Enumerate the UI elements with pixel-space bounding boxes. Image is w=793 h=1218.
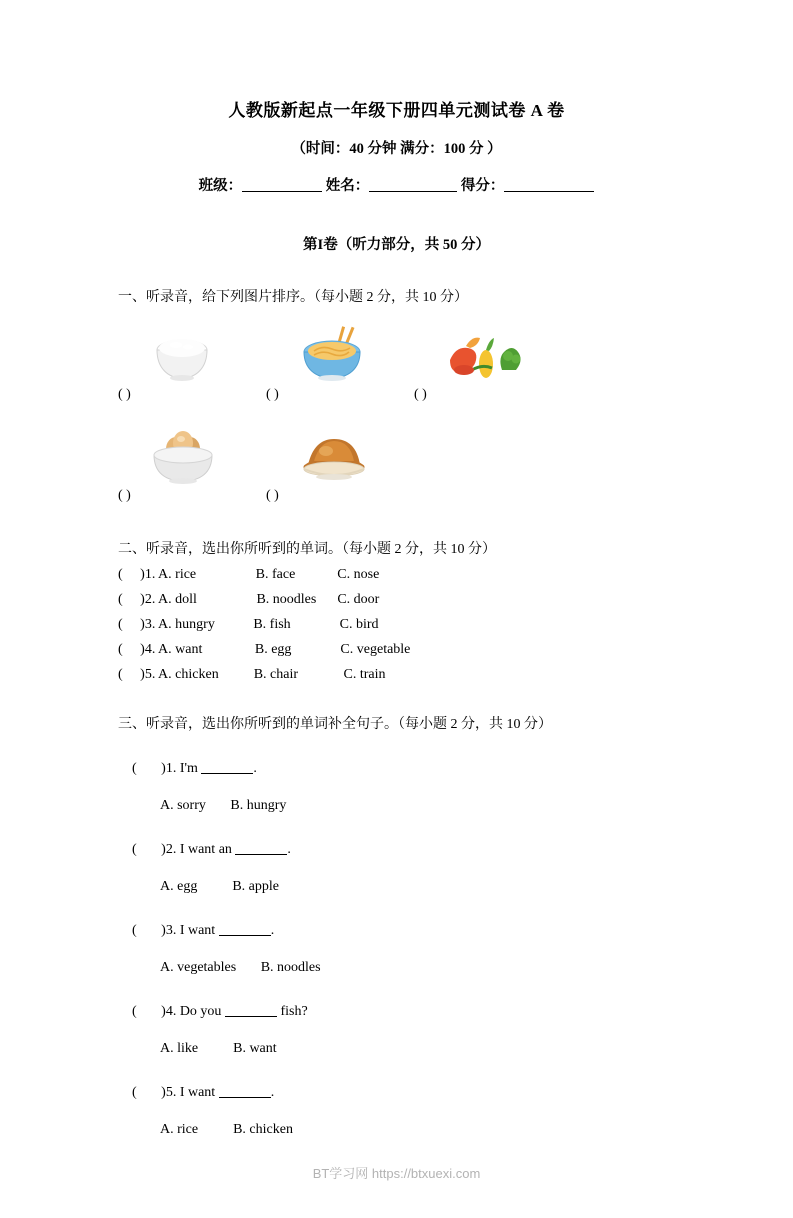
question-2-item[interactable]: ( )2. A. doll B. noodles C. door bbox=[118, 592, 380, 607]
student-info-line bbox=[0, 174, 793, 195]
question-3-stem-end: . bbox=[253, 761, 257, 776]
answer-cell[interactable] bbox=[118, 387, 266, 403]
answer-cell[interactable] bbox=[266, 387, 414, 403]
question-2-item[interactable]: ( )4. A. want B. egg C. vegetable bbox=[118, 642, 411, 657]
question-3-options[interactable]: A. sorry B. hungry bbox=[160, 798, 287, 813]
answer-bracket[interactable]: ( ) bbox=[118, 387, 131, 402]
question-3-options[interactable]: A. vegetables B. noodles bbox=[160, 960, 321, 975]
answer-bracket[interactable]: ( ) bbox=[266, 488, 279, 503]
question-1-heading: 一、听录音，给下列图片排序。（每小题 2 分，共 10 分） bbox=[118, 290, 468, 305]
answer-bracket[interactable]: ( ) bbox=[266, 387, 279, 402]
question-3-item[interactable] bbox=[0, 906, 793, 955]
noodles-bowl-icon bbox=[294, 324, 372, 384]
answer-bracket[interactable]: ( ) bbox=[414, 387, 427, 402]
class-label: 班级： bbox=[198, 178, 243, 194]
fill-blank[interactable] bbox=[219, 1084, 271, 1098]
score-blank bbox=[504, 177, 594, 192]
rice-bowl-icon bbox=[146, 328, 218, 384]
image-cell bbox=[118, 320, 266, 384]
class-blank bbox=[242, 177, 322, 192]
eggs-bowl-icon bbox=[146, 427, 220, 485]
fill-blank[interactable] bbox=[225, 1003, 277, 1017]
question-3-options[interactable]: A. like B. want bbox=[160, 1041, 277, 1056]
vegetables-icon bbox=[442, 330, 526, 384]
question-3-stem-end: . bbox=[270, 1085, 275, 1100]
question-3-stem: ( )5. I want bbox=[132, 1085, 219, 1100]
question-3-stem-end: . bbox=[270, 923, 275, 938]
answer-cell[interactable] bbox=[414, 387, 562, 403]
question-3-stem: ( )3. I want bbox=[132, 923, 219, 938]
question-3-stem: ( )1. I'm bbox=[132, 761, 202, 776]
question-2-item[interactable]: ( )3. A. hungry B. fish C. bird bbox=[118, 617, 379, 632]
question-3-stem-end: fish? bbox=[276, 1004, 308, 1019]
fill-blank[interactable] bbox=[219, 922, 271, 936]
section-header-listening: 第I卷（听力部分，共 50 分） bbox=[303, 237, 490, 253]
image-cell-empty bbox=[414, 421, 562, 485]
document-page bbox=[0, 96, 793, 1218]
fill-blank[interactable] bbox=[235, 841, 287, 855]
question-3-options[interactable]: A. egg B. apple bbox=[160, 879, 279, 894]
question-3-stem-end: . bbox=[287, 842, 291, 857]
question-2-heading: 二、听录音，选出你所听到的单词。（每小题 2 分，共 10 分） bbox=[118, 542, 496, 557]
image-cell bbox=[266, 421, 414, 485]
question-3-stem: ( )2. I want an bbox=[132, 842, 236, 857]
question-3-item[interactable] bbox=[0, 987, 793, 1036]
question-2-item[interactable]: ( )1. A. rice B. face C. nose bbox=[118, 567, 380, 582]
question-1-answers-row-1 bbox=[0, 387, 793, 403]
question-3-item[interactable] bbox=[0, 825, 793, 874]
question-3-options[interactable]: A. rice B. chicken bbox=[160, 1122, 293, 1137]
question-1-image-row-1 bbox=[0, 320, 793, 384]
answer-bracket[interactable]: ( ) bbox=[118, 488, 131, 503]
name-label: 姓名： bbox=[325, 178, 370, 194]
roast-chicken-icon bbox=[294, 427, 374, 485]
question-3-item[interactable] bbox=[0, 744, 793, 793]
name-blank bbox=[369, 177, 457, 192]
question-1-answers-row-2 bbox=[0, 488, 793, 504]
answer-cell-empty bbox=[414, 488, 562, 504]
image-cell bbox=[414, 320, 562, 384]
watermark-footer: BT学习网 https://btxuexi.com bbox=[312, 1166, 481, 1181]
fill-blank[interactable] bbox=[201, 760, 253, 774]
image-cell bbox=[266, 320, 414, 384]
image-cell bbox=[118, 421, 266, 485]
answer-cell[interactable] bbox=[266, 488, 414, 504]
answer-cell[interactable] bbox=[118, 488, 266, 504]
exam-meta: （时间：40 分钟 满分：100 分 ） bbox=[291, 141, 502, 157]
question-3-item[interactable] bbox=[0, 1068, 793, 1117]
page-title: 人教版新起点一年级下册四单元测试卷 A 卷 bbox=[228, 101, 565, 120]
question-3-heading: 三、听录音，选出你所听到的单词补全句子。（每小题 2 分，共 10 分） bbox=[118, 717, 552, 732]
question-3-stem: ( )4. Do you bbox=[132, 1004, 225, 1019]
score-label: 得分： bbox=[460, 178, 505, 194]
question-1-image-row-2 bbox=[0, 421, 793, 485]
question-2-item[interactable]: ( )5. A. chicken B. chair C. train bbox=[118, 667, 386, 682]
